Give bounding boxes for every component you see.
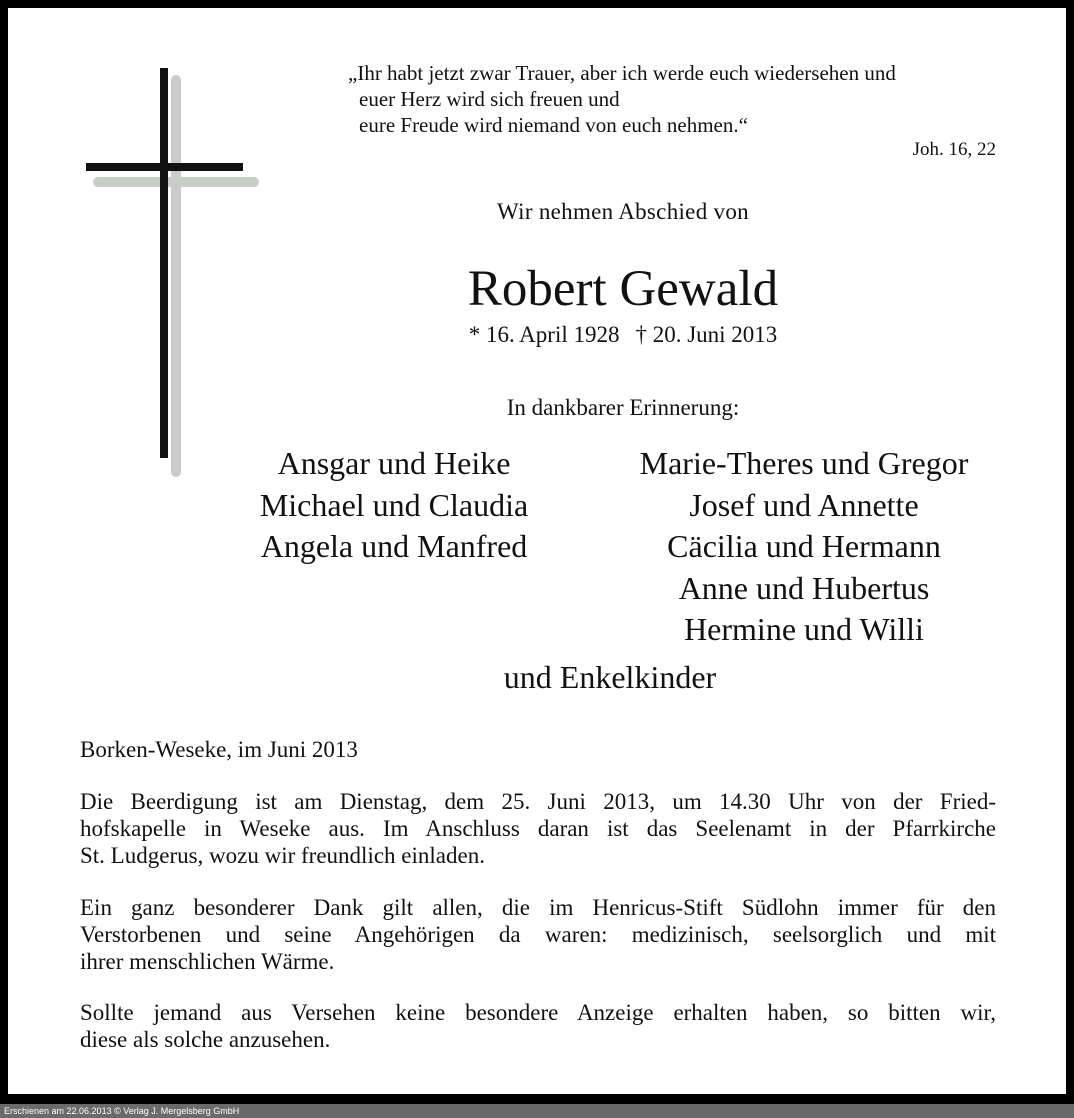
paragraph-line: Die Beerdigung ist am Dienstag, dem 25. Juni 2013, um 14.30 Uhr von der Fried- <box>80 789 996 814</box>
cross-shadow-horizontal <box>93 177 259 187</box>
paragraph-line: ihrer menschlichen Wärme. <box>80 949 335 974</box>
cross-shadow-vertical <box>171 75 181 477</box>
birth-date: * 16. April 1928 <box>468 322 620 347</box>
paragraph-line: diese als solche anzusehen. <box>80 1027 331 1052</box>
place-date: Borken-Weseke, im Juni 2013 <box>80 737 358 762</box>
paragraph-line: hofskapelle in Weseke aus. Im Anschluss daran ist das Seelenamt in der Pfarrkirche <box>80 816 996 841</box>
quote-line: euer Herz wird sich freuen und <box>359 87 620 111</box>
bible-quote <box>348 60 1008 138</box>
death-date: † 20. Juni 2013 <box>635 322 778 347</box>
quote-line: eure Freude wird niemand von euch nehmen.“ <box>359 113 748 137</box>
mourner-name: Josef und Annette <box>689 486 919 523</box>
remembrance-heading: In dankbarer Erinnerung: <box>506 395 740 420</box>
paragraph-line: Ein ganz besonderer Dank gilt allen, die im Henricus-Stift Südlohn immer für den <box>80 895 996 920</box>
paragraph-line: Sollte jemand aus Versehen keine besondere Anzeige erhalten haben, so bitten wir, <box>80 1000 996 1025</box>
cross-horizontal-bar <box>86 163 243 171</box>
cross-vertical-bar <box>160 68 168 458</box>
mourners-left-column <box>219 443 569 568</box>
paragraph-line: Verstorbenen und seine Angehörigen da waren: medizinisch, seelsorglich und mit <box>80 922 996 947</box>
quote-line: „Ihr habt jetzt zwar Trauer, aber ich werde euch wiedersehen und <box>348 61 896 85</box>
mourner-name: Hermine und Willi <box>684 611 924 647</box>
mourner-name: Cäcilia und Hermann <box>667 528 941 564</box>
life-dates <box>348 322 898 348</box>
quote-reference: Joh. 16, 22 <box>912 139 996 160</box>
grandchildren: und Enkelkinder <box>503 659 717 695</box>
mourner-name: Ansgar und Heike <box>277 445 511 481</box>
funeral-paragraph <box>80 788 996 869</box>
gratitude-paragraph <box>80 894 996 975</box>
deceased-name: Robert Gewald <box>467 261 779 317</box>
mourner-name: Michael und Claudia <box>259 486 529 523</box>
notice-paragraph <box>80 999 996 1053</box>
mourners-right-column <box>598 443 1010 651</box>
paragraph-line: St. Ludgerus, wozu wir freundlich einladen. <box>80 843 485 868</box>
publication-footer: Erschienen am 22.06.2013 © Verlag J. Mergelsberg GmbH <box>0 1104 1074 1118</box>
mourner-name: Angela und Manfred <box>260 528 528 564</box>
mourner-name: Marie-Theres und Gregor <box>639 445 969 481</box>
mourner-name: Anne und Hubertus <box>678 569 930 606</box>
farewell-intro: Wir nehmen Abschied von <box>497 199 749 224</box>
